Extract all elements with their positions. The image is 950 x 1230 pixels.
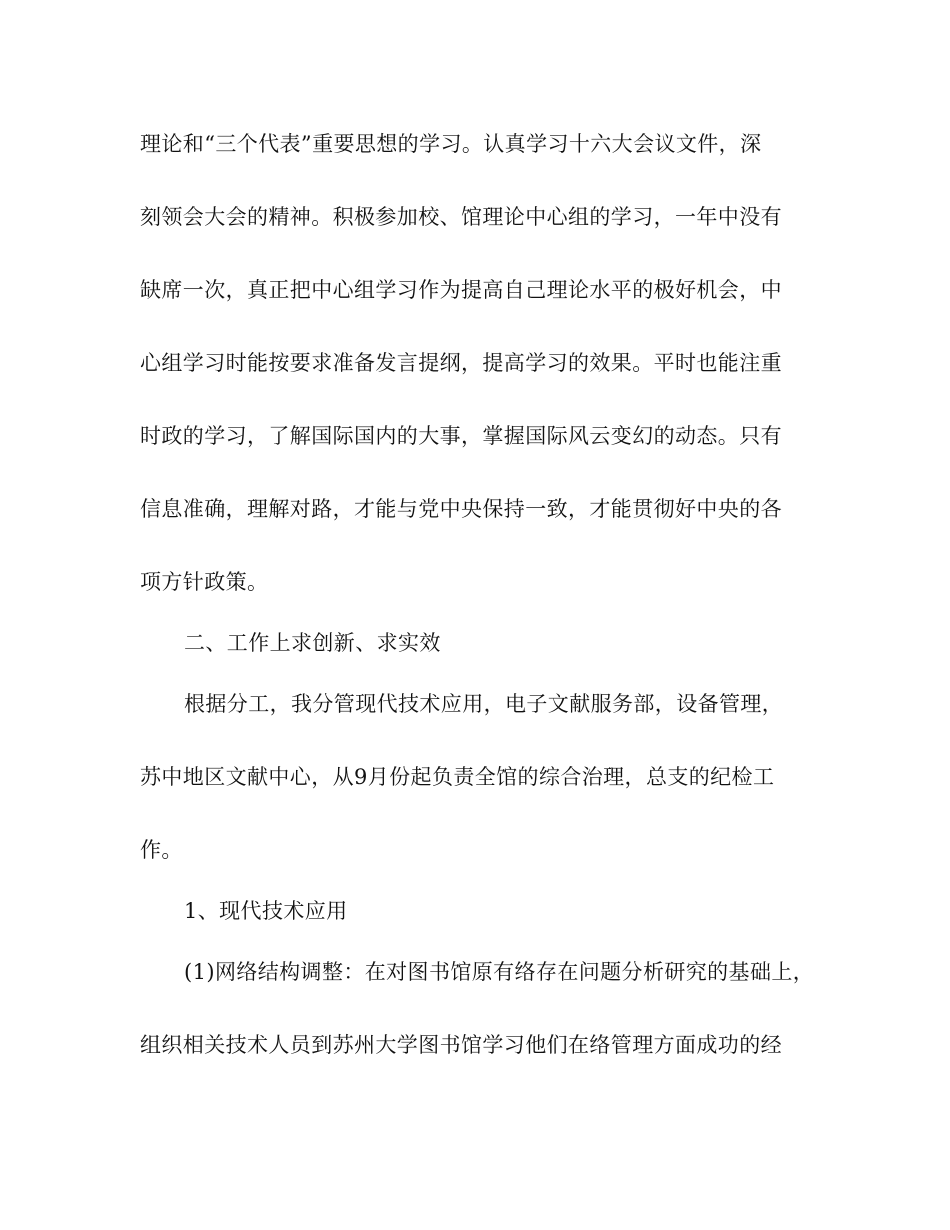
body-text-line: 苏中地区文献中心，从9月份起负责全馆的综合治理，总支的纪检工 (140, 765, 775, 789)
body-text-line: 缺席一次，真正把中心组学习作为提高自己理论水平的极好机会，中 (140, 278, 782, 302)
body-text-line: 作。 (140, 838, 183, 862)
body-text-line: (1)网络结构调整：在对图书馆原有络存在问题分析研究的基础上， (184, 960, 815, 984)
section-heading: 二、工作上求创新、求实效 (184, 631, 441, 655)
body-text-line: 刻领会大会的精神。积极参加校、馆理论中心组的学习，一年中没有 (140, 205, 782, 229)
body-text-line: 信息准确，理解对路，才能与党中央保持一致，才能贯彻好中央的各 (140, 497, 782, 521)
body-text-line: 项方针政策。 (140, 570, 269, 594)
body-text-line: 心组学习时能按要求准备发言提纲，提高学习的效果。平时也能注重 (140, 351, 782, 375)
body-text-line: 理论和“三个代表”重要思想的学习。认真学习十六大会议文件，深 (140, 132, 762, 156)
body-text-line: 组织相关技术人员到苏州大学图书馆学习他们在络管理方面成功的经 (140, 1033, 782, 1057)
body-text-line: 根据分工，我分管现代技术应用，电子文献服务部，设备管理， (184, 692, 784, 716)
subsection-heading: 1、现代技术应用 (184, 899, 348, 923)
body-text-line: 时政的学习，了解国际国内的大事，掌握国际风云变幻的动态。只有 (140, 424, 782, 448)
